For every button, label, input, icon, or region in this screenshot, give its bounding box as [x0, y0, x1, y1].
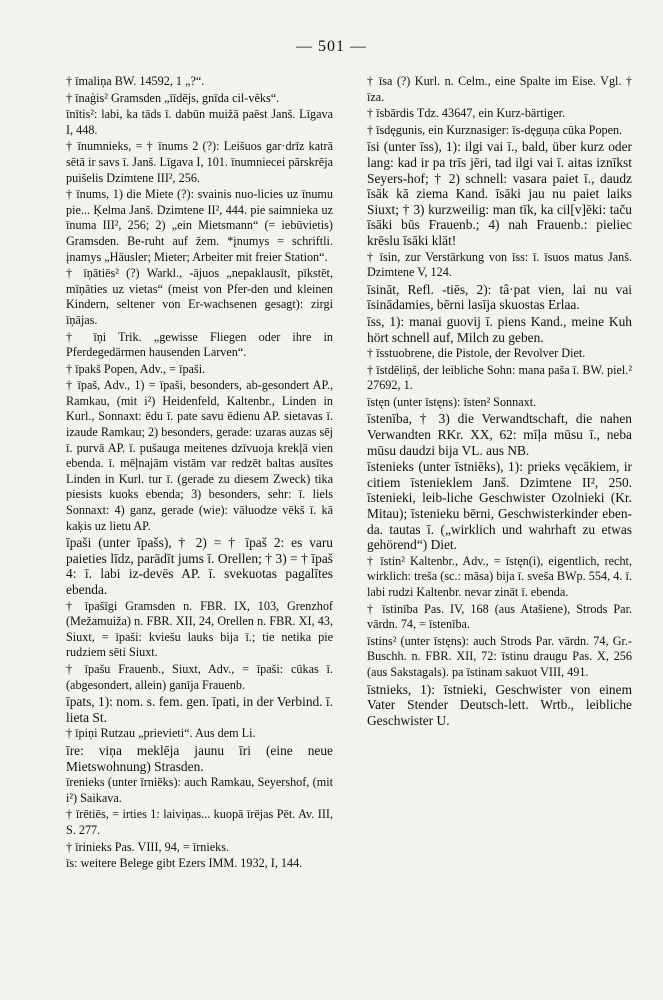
entry: † īņi Trik. „gewisse Fliegen oder ihre in Pferdegedärmen hausenden Larven“.	[66, 329, 333, 360]
entry: īpaši (unter īpašs), † 2) = † īpaš 2: es varu paieties līdz, parādīt jums ī. Orellen; † 3) = † īpaš 4: ī. labi iz-devēs AP. ī. svekuotas pagalītes ebenda.	[66, 535, 333, 597]
entry: † īrinieks Pas. VIII, 94, = īrnieks.	[66, 839, 230, 854]
page-number: — 501 —	[296, 38, 367, 55]
entry: † īstin² Kaltenbr., Adv., = īstęn(i), eigentlich, recht, wirklich: treša (sc.: māsa) bija ī. sveša BWp. 554, 4. ī. labi rudzi Kaltenbr. nevar zināt ī. ebenda.	[367, 553, 632, 599]
entry: † īrētiēs, = irties 1: laiviņas... kuopā īrējas Pēt. Av. III, S. 277.	[66, 807, 333, 837]
entry: īsi (unter īss), 1): ilgi vai ī., bald, über kurz oder lang: kad ir pa trīs jēri, tad ilgi vai ī. aitas iznīkst Seyers-hof; † 2) schnell: vasara paiet ī., daudz īsāk kā ziema Kand. īsāki jau nu paiet laiks Siuxt; † 3) kurzweilig: man tīk, ka cil[v]ēki: taču īsāki būs Frauenb.; 4) nah Frauenb.: pieliec krēslu īsāki klāt!	[367, 139, 632, 248]
entry: † īpakš Popen, Adv., = īpaši.	[66, 361, 206, 376]
entry: † īsbārdis Tdz. 43647, ein Kurz-bärtiger.	[367, 106, 566, 121]
entry: īstins² (unter īstęns): auch Strods Par. vārdn. 74, Gr.-Buschh. n. FBR. XII, 72: īstinu draugu Pas. X, 256 (aus Sakstagals). pa īstinam sakuot VIII, 491.	[367, 633, 632, 679]
entry: † īmaliņa BW. 14592, 1 „?“.	[66, 74, 205, 88]
entry: † īsin, zur Verstärkung von īss: ī. īsuos matus Janš. Dzimtene V, 124.	[367, 249, 632, 280]
entry: † īnaģis² Gramsden „īīdējs, gnīda cil-vēks“.	[66, 90, 280, 105]
entry: īstęn (unter īstęns): īsten² Sonnaxt.	[367, 394, 537, 409]
right-column	[367, 74, 632, 729]
entry: † īpašīgi Gramsden n. FBR. IX, 103, Grenzhof (Mežamuiža) n. FBR. XII, 24, Orellen n. FBR. XI, 43, Siuxt, = īpaši: kviešu lauks bija ī.; tie netika pie rudziem sēti Siuxt.	[66, 598, 333, 660]
entry: īsināt, Refl. -tiēs, 2): tâ·pat vien, lai nu vai īsinādamies, bērni lasīja skuostas Erlaa.	[367, 281, 632, 313]
entry: īstnieks, 1): īstnieki, Geschwister von einem Vater Stender Deutsch-lett. Wrtb., leibliche Geschwister U.	[367, 681, 632, 728]
entry: † īsdęgunis, ein Kurznasiger: īs-dęguņa cūka Popen.	[367, 122, 623, 137]
entry: † īnumnieks, = † īnums 2 (?): Leišuos gar·drīz katrā sētā ir savs ī. Janš. Līgava I, 101. īnumniecei pārskrēja puišelis Dzimtene III², 256.	[66, 139, 333, 185]
entry: īstenieks (unter īstniēks), 1): prieks vęcākiem, ir citiem īstenieklem Janš. Dzimtene II², 250. īstenieki, leib-liche Geschwister Ozolnieki (Kr. Mitau); īstenieku bērni, Geschwisterkinder eben-da. tautas ī. („wirklich und wahrhaft zu etwas gehörend“) Diet.	[367, 459, 632, 553]
entry: † īstdēliņš, der leibliche Sohn: mana paša ī. BW. piel.² 27692, 1.	[367, 362, 632, 393]
entry: † īstinība Pas. IV, 168 (aus Atašiene), Strods Par. vārdn. 74, = īstenība.	[367, 601, 632, 632]
entry: īstenība, † 3) die Verwandtschaft, die nahen Verwandten RKr. XX, 62: mīļa mūsu ī., neba mūsu daudzi bija VL. aus NB.	[367, 411, 632, 458]
entry: † īsstuobrene, die Pistole, der Revolver Diet.	[367, 346, 586, 361]
left-column	[66, 74, 333, 873]
entry: īnītis²: labi, ka tāds ī. dabūn muižā paēst Janš. Līgava I, 448.	[66, 107, 333, 137]
entry: † īpašu Frauenb., Siuxt, Adv., = īpaši: cūkas ī. (abgesondert, allein) ganīja Frauenb.	[66, 661, 333, 692]
entry: † īpaš, Adv., 1) = īpaši, besonders, ab-gesondert AP., Ramkau, (mit i²) Heidenfeld, Kaltenbr., Linden in Kurl., Sonnaxt: ēdu ī. pate savu ēdienu AP. sietavas ī. izaude Ramkau; 2) besonders, gerade: uzaras auzas sēj ī. purvā AP. ī. pušauga meitenes dzīvuoja krekļā vien ebenda. ī. mēļnajām vistām var redzēt baltas ausītes Linden in Kurl. tur ī. (gerade zu diesem Zweck) tika piesists kuoks ebenda; 3) besonders, sehr: ī. liels Sonnaxt: 4) ganz, gerade (wie): vāluodze vēkš ī. kā kaķis uz lietu AP.	[66, 378, 333, 533]
entry: īs: weitere Belege gibt Ezers IMM. 1932, I, 144.	[66, 856, 303, 871]
entry: † īņātiēs² (?) Warkl., -ājuos „nepaklausīt, pīkstēt, mīņāties uz vietas“ (meist von Pfer-den und kleinen Kindern, seltener von Er-wachsenen gesagt): zirgi īņājas.	[66, 266, 333, 327]
entry: īre: viņa meklēja jaunu īri (eine neue Mietswohnung) Strasden.	[66, 742, 333, 774]
entry: īrenieks (unter īrniēks): auch Ramkau, Seyershof, (mit i²) Saikava.	[66, 775, 333, 805]
entry: † īsa (?) Kurl. n. Celm., eine Spalte im Eise. Vgl. † īza.	[367, 74, 632, 104]
entry: † īnums, 1) die Miete (?): svainis nuo-licies uz īnumu pie... Ķelma Janš. Dzimtene II², 444. pie saimnieka uz īnuma III², 256; 2) „ein Mietsmann“ (= iebūvietis) Gramsden. Be-ruht auf žem. *įnumys = schriftli. įnamys „Häusler; Mieter; Arbeiter mit freier Station“.	[66, 187, 333, 264]
entry: † īpiņi Rutzau „prievieti“. Aus dem Li.	[66, 726, 256, 741]
entry: īss, 1): manai guovij ī. piens Kand., meine Kuh hört schnell auf, Milch zu geben.	[367, 313, 632, 345]
entry: īpats, 1): nom. s. fem. gen. īpati, in der Verbind. ī. lieta St.	[66, 694, 333, 725]
